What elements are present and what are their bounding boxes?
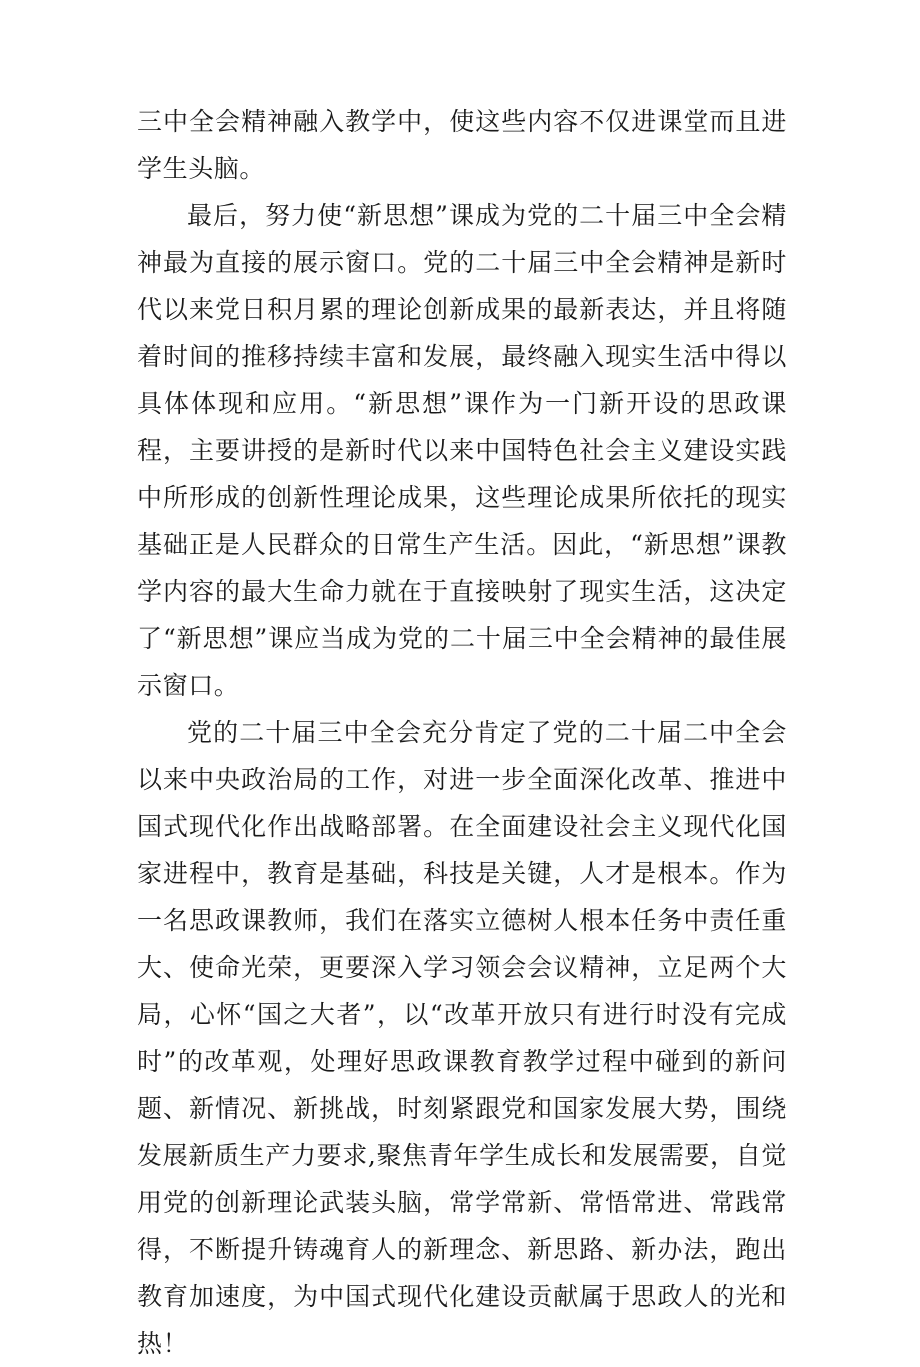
paragraph-showcase-window: 最后，努力使“新思想”课成为党的二十届三中全会精神最为直接的展示窗口。党的二十届三中全会精神是新时代以来党日积月累的理论创新成果的最新表达，并且将随着时间的推移持续丰富和发展，最终融入现实生活中得以具体体现和应用。“新思想”课作为一门新开设的思政课程，主要讲授的是新时代以来中国特色社会主义建设实践中所形成的创新性理论成果，这些理论成果所依托的现实基础正是人民群众的日常生产生活。因此，“新思想”课教学内容的最大生命力就在于直接映射了现实生活，这决定了“新思想”课应当成为党的二十届三中全会精神的最佳展示窗口。 xyxy=(137,201,787,700)
paragraph-continuation: 三中全会精神融入教学中，使这些内容不仅进课堂而且进学生头脑。 xyxy=(137,107,787,183)
paragraph-plenary-session: 党的二十届三中全会充分肯定了党的二十届二中全会以来中央政治局的工作，对进一步全面深化改革、推进中国式现代化作出战略部署。在全面建设社会主义现代化国家进程中，教育是基础，科技是关键，人才是根本。作为一名思政课教师，我们在落实立德树人根本任务中责任重大、使命光荣，更要深入学习领会会议精神，立足两个大局，心怀“国之大者”，以“改革开放只有进行时没有完成时”的改革观，处理好思政课教育教学过程中碰到的新问题、新情况、新挑战，时刻紧跟党和国家发展大势，围绕发展新质生产力要求,聚焦青年学生成长和发展需要，自觉用党的创新理论武装头脑，常学常新、常悟常进、常践常得，不断提升铸魂育人的新理念、新思路、新办法，跑出教育加速度，为中国式现代化建设贡献属于思政人的光和热！ xyxy=(137,718,787,1358)
document-page xyxy=(137,98,787,1367)
